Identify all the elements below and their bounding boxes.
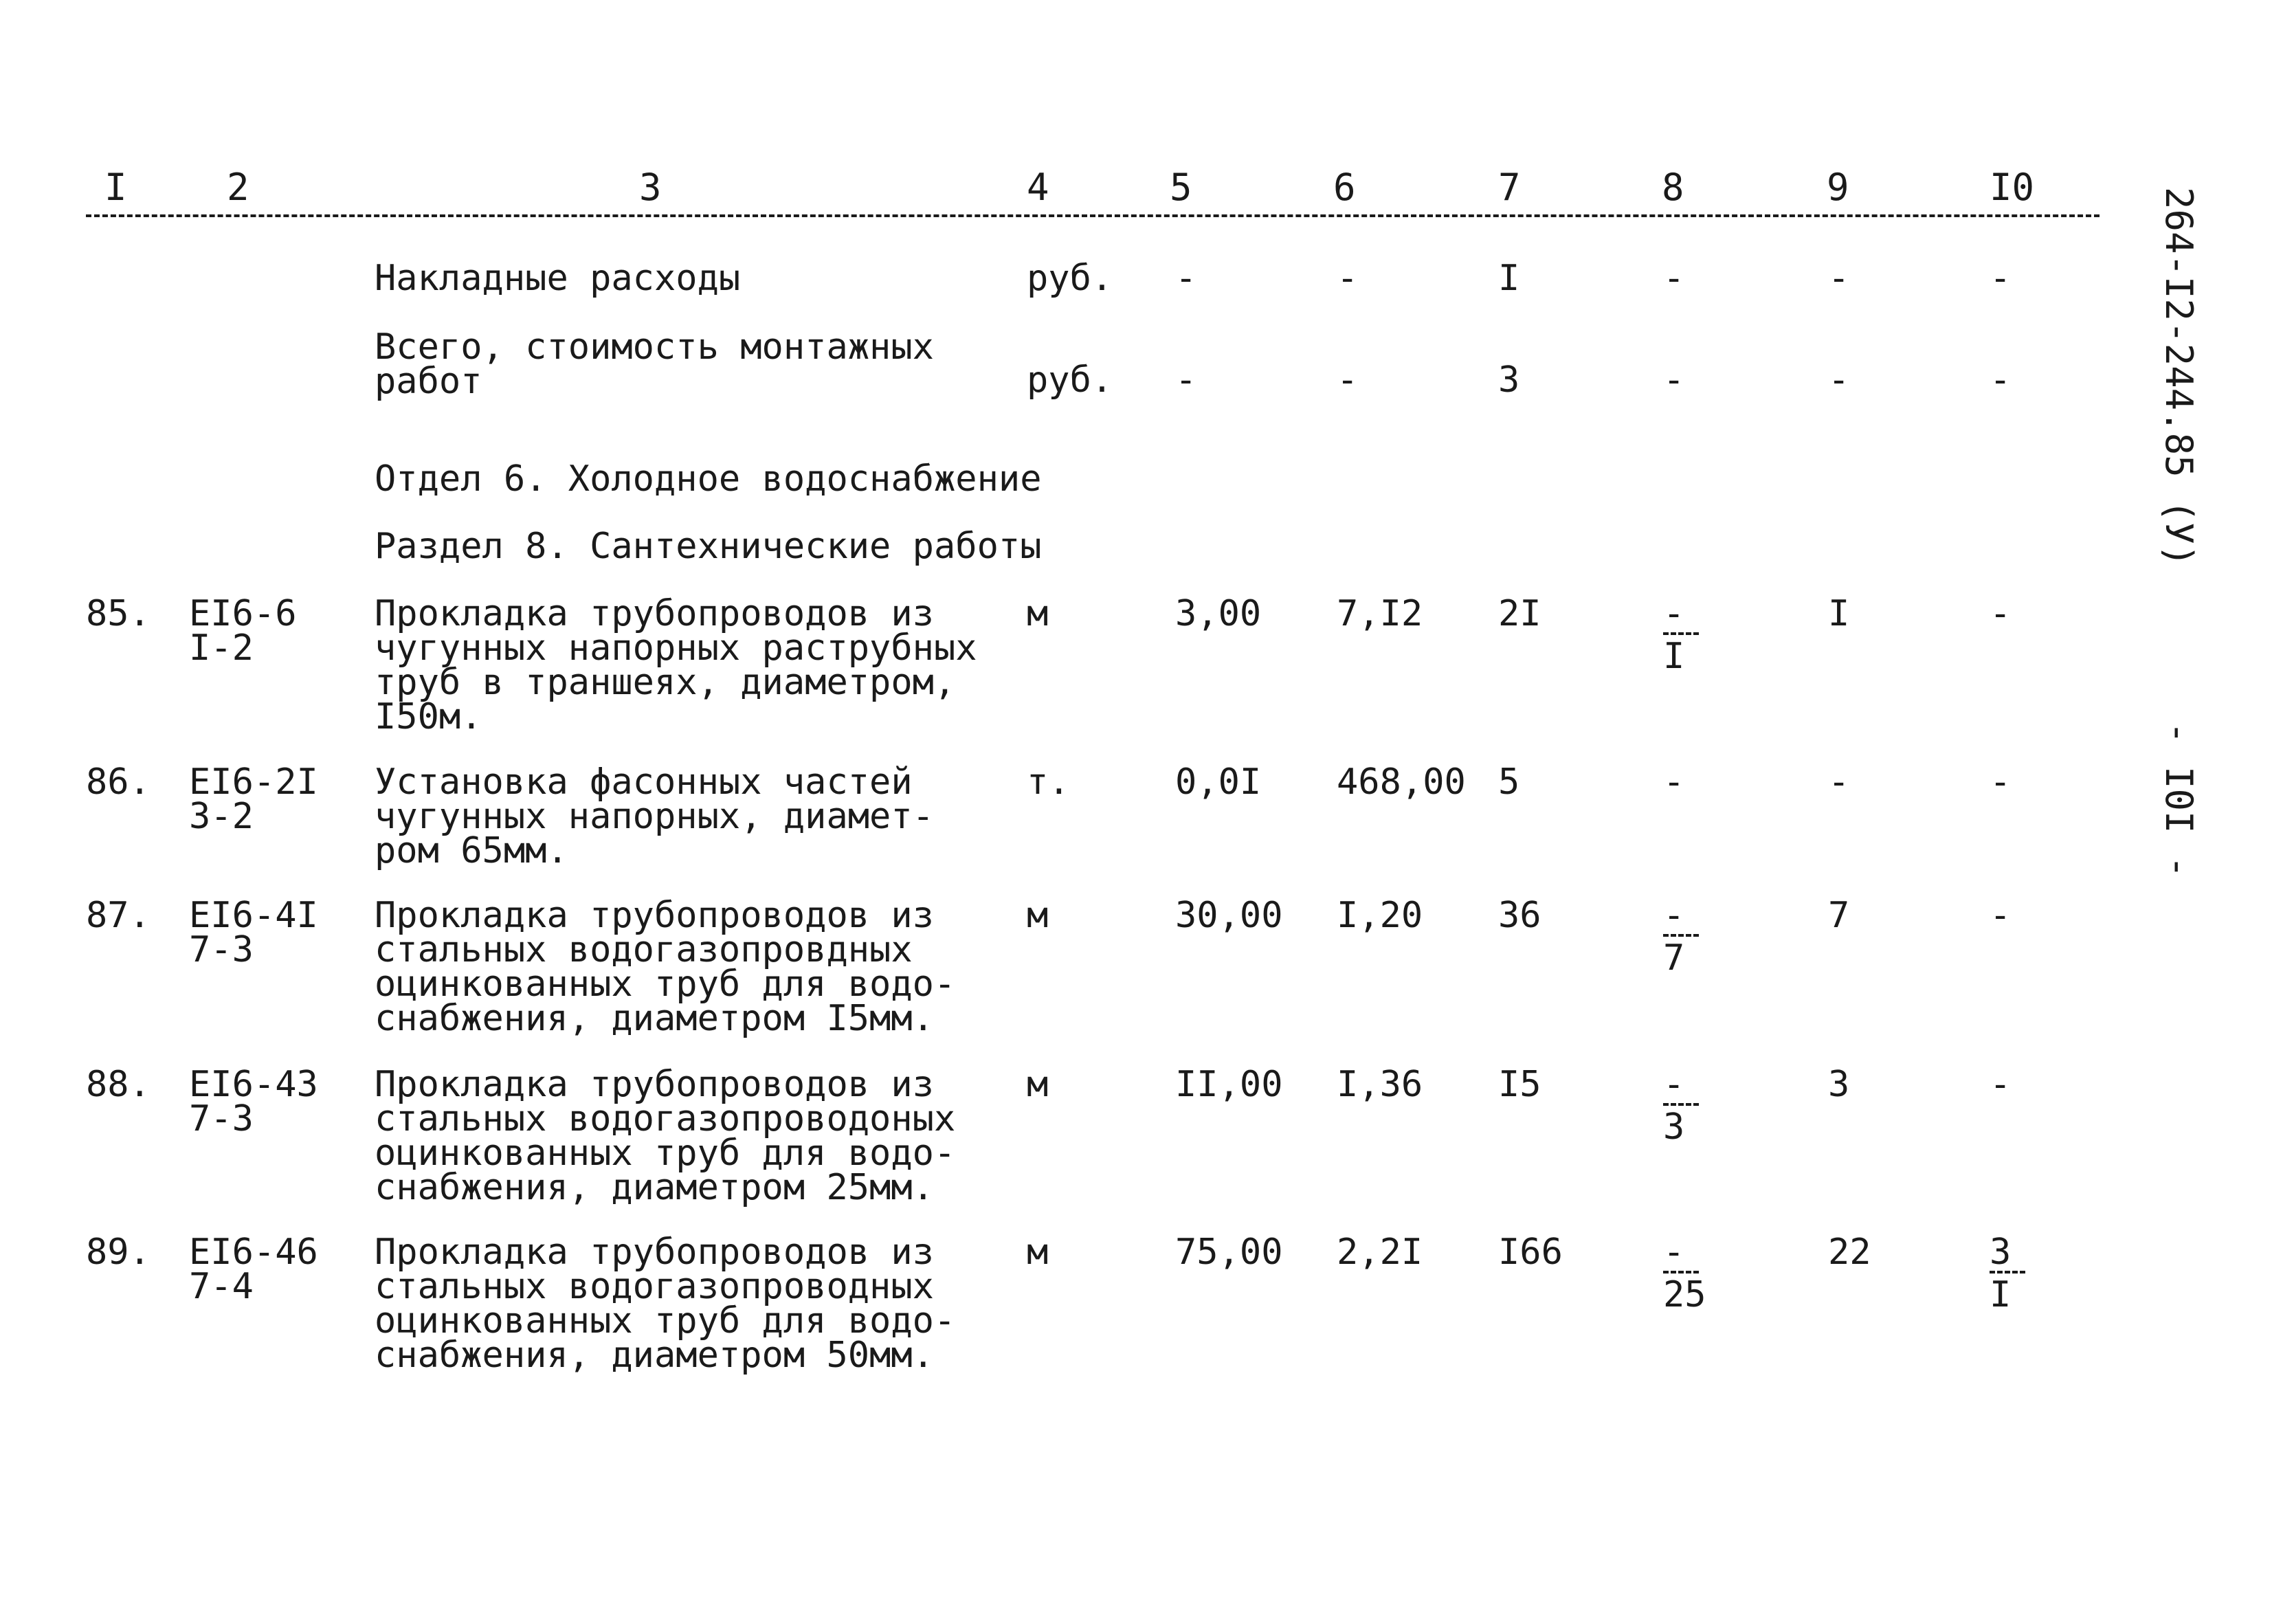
row-col6: -	[1337, 359, 1359, 401]
column-header-10: I0	[1990, 166, 2035, 209]
row-desc: Всего, стоимость монтажных работ	[375, 326, 934, 402]
row-col5: 0,0I	[1175, 761, 1262, 803]
row-col9: I	[1828, 593, 1850, 634]
row-code: EI6-46 7-4	[189, 1232, 318, 1307]
row-col9: 22	[1828, 1232, 1871, 1273]
row-col7: 2I	[1498, 593, 1541, 634]
row-col5: -	[1175, 258, 1197, 299]
row-col8-fraction	[1663, 1064, 1699, 1148]
column-header-4: 4	[1027, 166, 1049, 209]
row-col5: 30,00	[1175, 895, 1283, 936]
column-header-3: 3	[639, 166, 662, 209]
row-unit: т.	[1027, 761, 1070, 803]
fraction-numerator: -	[1663, 597, 1699, 635]
fraction-denominator: 7	[1663, 937, 1685, 979]
row-col8-fraction	[1663, 895, 1699, 979]
header-rule	[86, 214, 2100, 217]
row-unit: м	[1027, 895, 1049, 936]
row-desc: Накладные расходы	[375, 258, 741, 299]
fraction-denominator: I	[1663, 636, 1685, 677]
row-col8-fraction	[1663, 593, 1699, 677]
column-header-5: 5	[1170, 166, 1192, 209]
row-desc: Прокладка трубопроводов из чугунных напорных раструбных труб в траншеях, диаметром, I50м.	[375, 593, 977, 737]
row-code: EI6-43 7-3	[189, 1064, 318, 1139]
row-col9: 7	[1828, 895, 1850, 936]
row-col8: -	[1663, 258, 1685, 299]
row-col6: I,36	[1337, 1064, 1423, 1105]
fraction-denominator: 25	[1663, 1274, 1706, 1315]
page-number: - I0I -	[2157, 722, 2201, 878]
row-number: 88.	[86, 1064, 151, 1105]
row-unit: руб.	[1027, 258, 1113, 299]
row-number: 86.	[86, 761, 151, 803]
row-col5: 75,00	[1175, 1232, 1283, 1273]
fraction-numerator: 3	[1990, 1235, 2025, 1273]
row-col6: -	[1337, 258, 1359, 299]
row-desc: Прокладка трубопроводов из стальных водогазопроводоных оцинкованных труб для водо- снабжения, диаметром 25мм.	[375, 1064, 956, 1208]
row-col7: 3	[1498, 359, 1520, 401]
row-unit: руб.	[1027, 359, 1113, 401]
row-code: EI6-6 I-2	[189, 593, 297, 669]
row-col6: I,20	[1337, 895, 1423, 936]
row-col10: -	[1990, 359, 2012, 401]
section-heading: Раздел 8. Сантехнические работы	[375, 526, 1042, 567]
row-number: 85.	[86, 593, 151, 634]
row-number: 89.	[86, 1232, 151, 1273]
column-header-2: 2	[227, 166, 249, 209]
row-col10: -	[1990, 593, 2012, 634]
row-col9: 3	[1828, 1064, 1850, 1105]
row-col8: -	[1663, 359, 1685, 401]
row-col10-fraction	[1990, 1232, 2025, 1315]
row-col6: 468,00	[1337, 761, 1466, 803]
row-col10: -	[1990, 258, 2012, 299]
row-col7: 5	[1498, 761, 1520, 803]
fraction-denominator: 3	[1663, 1106, 1685, 1148]
row-code: EI6-2I 3-2	[189, 761, 318, 837]
column-header-1: I	[104, 166, 127, 209]
document-code: 264-I2-244.85 (У)	[2157, 187, 2201, 567]
row-col5: 3,00	[1175, 593, 1262, 634]
row-col7: 36	[1498, 895, 1541, 936]
row-col7: I	[1498, 258, 1520, 299]
row-col8: -	[1663, 761, 1685, 803]
fraction-numerator: -	[1663, 1235, 1699, 1273]
row-code: EI6-4I 7-3	[189, 895, 318, 970]
row-col9: -	[1828, 258, 1850, 299]
row-col6: 7,I2	[1337, 593, 1423, 634]
column-header-8: 8	[1662, 166, 1684, 209]
row-desc: Прокладка трубопроводов из стальных водогазопровдных оцинкованных труб для водо- снабжения, диаметром I5мм.	[375, 895, 956, 1039]
row-unit: м	[1027, 1232, 1049, 1273]
row-col5: -	[1175, 359, 1197, 401]
fraction-numerator: -	[1663, 898, 1699, 937]
column-header-9: 9	[1827, 166, 1849, 209]
row-number: 87.	[86, 895, 151, 936]
row-col7: I5	[1498, 1064, 1541, 1105]
fraction-numerator: -	[1663, 1067, 1699, 1106]
row-col9: -	[1828, 359, 1850, 401]
row-col10: -	[1990, 1064, 2012, 1105]
row-col10: -	[1990, 895, 2012, 936]
row-col6: 2,2I	[1337, 1232, 1423, 1273]
row-col5: II,00	[1175, 1064, 1283, 1105]
column-header-7: 7	[1498, 166, 1521, 209]
row-col8-fraction	[1663, 1232, 1706, 1315]
row-desc: Прокладка трубопроводов из стальных водогазопроводных оцинкованных труб для водо- снабжения, диаметром 50мм.	[375, 1232, 956, 1376]
row-col9: -	[1828, 761, 1850, 803]
fraction-denominator: I	[1990, 1274, 2012, 1315]
row-unit: м	[1027, 593, 1049, 634]
row-col10: -	[1990, 761, 2012, 803]
section-heading: Отдел 6. Холодное водоснабжение	[375, 458, 1042, 500]
column-header-6: 6	[1333, 166, 1356, 209]
row-unit: м	[1027, 1064, 1049, 1105]
row-desc: Установка фасонных частей чугунных напорных, диамет- ром 65мм.	[375, 761, 934, 871]
row-col7: I66	[1498, 1232, 1563, 1273]
